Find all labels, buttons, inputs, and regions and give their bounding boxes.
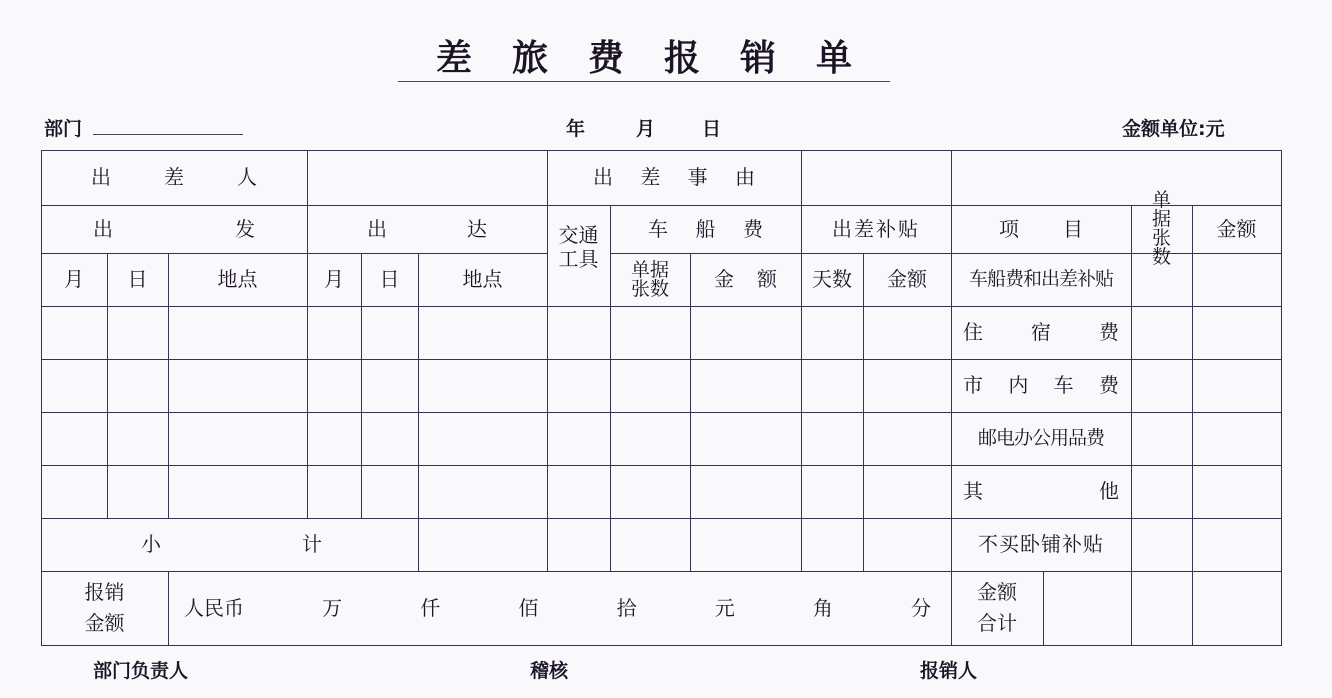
dept-head-signature-label: 部门负责人	[93, 660, 189, 682]
label-char: 金	[714, 267, 734, 291]
fare-receipt-count-header: 单据张数	[630, 258, 669, 300]
grid-line	[1281, 150, 1282, 645]
item-postal-office-supplies: 邮电办公用品费	[977, 426, 1104, 449]
traveler-name-field[interactable]	[308, 151, 546, 204]
label-char: 额	[757, 267, 777, 291]
label-char: 他	[1099, 479, 1119, 503]
unit-jiao: 角	[812, 595, 833, 620]
unit-bai: 佰	[518, 595, 539, 620]
department-input-line[interactable]	[93, 134, 243, 135]
depart-day-header: 日	[127, 267, 148, 291]
label-char: 内	[1008, 373, 1029, 397]
label-char: 小	[141, 532, 161, 556]
grid-line	[41, 645, 1282, 646]
title-char: 费	[587, 38, 624, 79]
depart-place-header: 地点	[217, 267, 258, 291]
label-char: 费	[743, 216, 763, 241]
label-line: 金额	[977, 580, 1017, 604]
form-title	[398, 30, 890, 82]
title-char: 报	[663, 38, 700, 79]
arrive-place-header: 地点	[462, 267, 503, 291]
label-char: 车	[1053, 373, 1074, 397]
label-char: 由	[734, 165, 755, 189]
label-char: 达	[467, 216, 487, 241]
label-char: 车	[648, 216, 668, 241]
label-char: 出	[91, 165, 111, 189]
arrival-header	[307, 205, 547, 253]
allowance-amount-header: 金额	[887, 267, 927, 291]
label-line: 报销	[84, 580, 125, 604]
transport-tool-header: 交通工具	[558, 223, 599, 271]
fare-header	[610, 205, 801, 253]
unit-qian: 仟	[420, 595, 441, 620]
depart-month-header: 月	[64, 267, 84, 291]
fare-amount-header	[690, 253, 801, 306]
item-local-transport	[951, 359, 1131, 412]
grid-line	[547, 150, 548, 571]
sum-amount-field[interactable]	[1193, 572, 1280, 644]
arrive-day-header: 日	[379, 267, 400, 291]
departure-header	[41, 205, 307, 253]
label-char: 市	[963, 373, 983, 397]
unit-shi: 拾	[616, 595, 637, 620]
label-char: 出	[367, 216, 387, 241]
arrive-month-header: 月	[324, 267, 344, 291]
label-char: 费	[1098, 373, 1119, 397]
title-char: 单	[815, 38, 852, 79]
item-no-sleeper-allowance: 不买卧铺补贴	[978, 532, 1104, 556]
label-char: 出	[593, 165, 613, 189]
reimburse-amount-label	[41, 571, 168, 645]
sum-receipt-count-field[interactable]	[1132, 572, 1191, 644]
unit-fen: 分	[910, 595, 931, 620]
trip-reason-extra-field[interactable]	[952, 151, 1280, 204]
item-amount-header: 金额	[1216, 216, 1257, 241]
label-char: 差	[164, 165, 184, 189]
rmb-amount-field[interactable]	[168, 571, 951, 645]
label-char: 出	[93, 216, 113, 241]
label-char: 发	[235, 216, 255, 241]
label-line: 金额	[84, 611, 125, 635]
sum-total-label	[951, 571, 1043, 645]
item-header	[951, 205, 1131, 253]
traveler-label	[41, 150, 307, 205]
label-char: 宿	[1031, 320, 1051, 344]
title-char: 销	[739, 38, 776, 79]
label-char: 船	[695, 216, 716, 241]
currency-label: 人民币	[184, 595, 244, 620]
trip-reason-field[interactable]	[802, 151, 950, 204]
unit-wan: 万	[322, 595, 343, 620]
title-char: 差	[435, 38, 472, 79]
auditor-signature-label: 稽核	[530, 660, 569, 682]
title-char: 旅	[511, 38, 548, 79]
item-lodging	[951, 306, 1131, 359]
item-receipt-count-header: 单据张数	[1151, 189, 1171, 268]
date-month-label: 月	[636, 118, 656, 140]
item-fare-and-allowance: 车船费和出差补贴	[968, 267, 1113, 290]
label-char: 其	[963, 479, 983, 503]
label-char: 费	[1099, 320, 1119, 344]
label-char: 人	[237, 165, 257, 189]
date-year-label: 年	[566, 118, 586, 140]
amount-unit-label: 金额单位:元	[1122, 118, 1225, 140]
label-char: 计	[302, 532, 322, 556]
item-other	[951, 465, 1131, 518]
label-char: 住	[963, 320, 983, 344]
label-char: 事	[687, 165, 708, 189]
unit-yuan: 元	[714, 595, 735, 620]
date-day-label: 日	[702, 118, 722, 140]
allowance-days-header: 天数	[812, 267, 852, 291]
sum-total-field[interactable]	[1044, 572, 1130, 644]
label-char: 差	[640, 165, 661, 189]
trip-reason-label	[547, 150, 801, 205]
department-label: 部门	[44, 118, 83, 140]
allowance-header: 出差补贴	[832, 216, 920, 241]
label-line: 合计	[977, 611, 1017, 635]
label-char: 项	[999, 216, 1019, 241]
label-char: 目	[1063, 216, 1083, 241]
subtotal-label	[41, 518, 418, 571]
claimant-signature-label: 报销人	[920, 660, 978, 682]
